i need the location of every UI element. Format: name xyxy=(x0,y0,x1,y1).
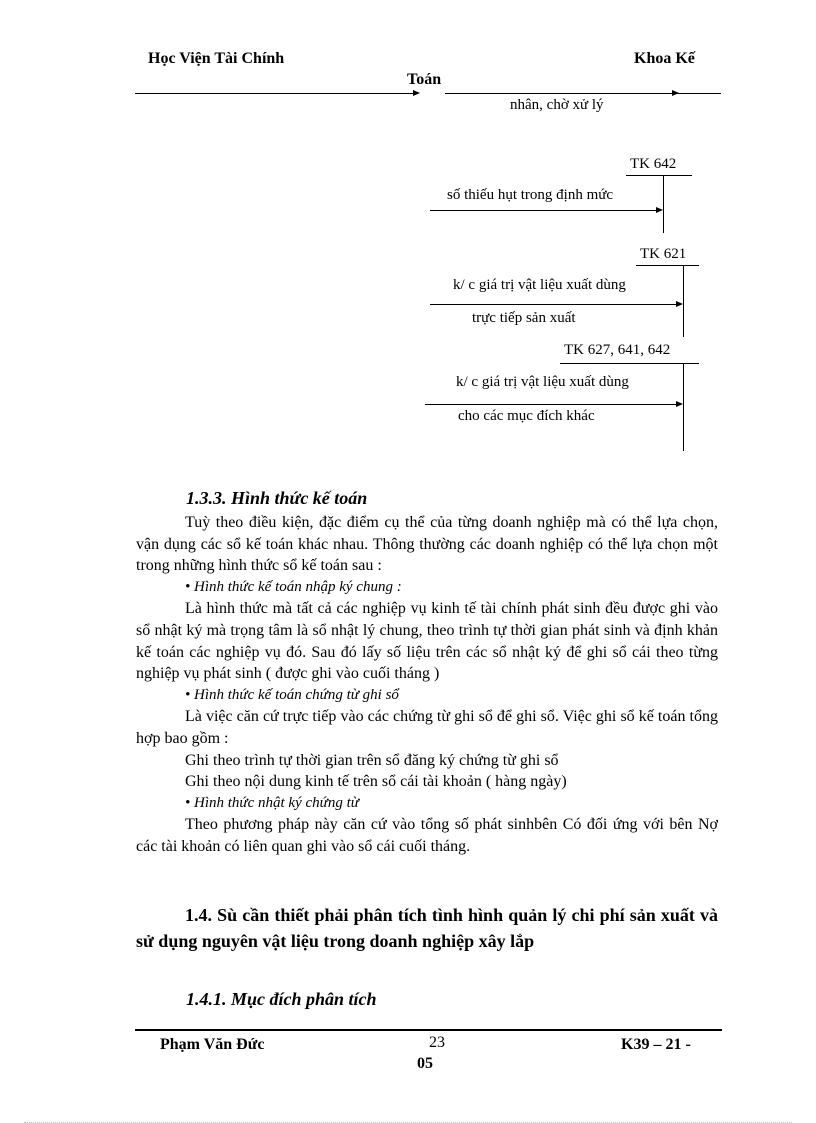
header-rule-right xyxy=(445,93,677,94)
paragraph-voucher-recording: Là việc căn cứ trực tiếp vào các chứng từ ghi sổ để ghi sổ. Việc ghi sổ kế toán tổng hợp bao gồm : xyxy=(136,708,718,747)
paragraph-general-journal: Là hình thức mà tất cả các nghiệp vụ kinh tế tài chính phát sinh đều được ghi vào sổ nhật ký mà trọng tâm là sổ nhật lý chung, theo trình tự thời gian phát sinh và định khản kế toán các nghiệp vụ đó. Sau đó lấy số liệu trên các sổ nhật ký để ghi sổ cái theo từng nghiệp vụ phát sinh ( được ghi vào cuối tháng ) xyxy=(136,600,718,683)
bullet-journal-voucher: • Hình thức nhật ký chứng từ xyxy=(185,794,359,811)
tk627-t-bar xyxy=(560,363,699,364)
tk621-desc-2: trực tiếp sản xuất xyxy=(472,310,576,326)
tk621-desc-1: k/ c giá trị vật liệu xuất dùng xyxy=(453,277,626,293)
tk642-desc: số thiếu hụt trong định mức xyxy=(447,187,614,203)
tk621-arrow xyxy=(430,304,681,305)
tk627-desc-2: cho các mục đích khác xyxy=(458,408,595,424)
section-1-3-3-body xyxy=(136,512,718,858)
footer-author: Phạm Văn Đức xyxy=(160,1036,265,1053)
footer-class-continued: 05 xyxy=(417,1055,433,1072)
paragraph-intro: Tuỳ theo điều kiện, đặc điểm cụ thể của từng doanh nghiệp mà có thể lựa chọn, vận dụng các sổ kế toán khác nhau. Thông thường các doanh nghiệp có thể lựa chọn một trong những hình thức sổ kế toán sau : xyxy=(136,514,718,575)
bullet-general-journal: • Hình thức kế toán nhập ký chung : xyxy=(185,578,402,595)
header-faculty-continued: Toán xyxy=(407,71,442,88)
paragraph-voucher-item-1: Ghi theo trình tự thời gian trên sổ đăng ký chứng từ ghi sổ xyxy=(185,751,559,769)
section-heading-1-4: 1.4. Sù cần thiết phải phân tích tình hình quản lý chi phí sản xuất và sử dụng nguyên vật liệu trong doanh nghiệp xây lắp xyxy=(136,905,718,951)
tk642-t-stem xyxy=(663,175,664,233)
diagram-top-fragment: nhân, chờ xử lý xyxy=(510,97,604,113)
tk621-t-bar xyxy=(636,265,699,266)
footer-rule xyxy=(135,1029,722,1031)
tk627-t-stem xyxy=(683,363,684,451)
tk627-label: TK 627, 641, 642 xyxy=(564,342,671,358)
paragraph-voucher-item-2: Ghi theo nội dung kinh tế trên sổ cái tài khoản ( hàng ngày) xyxy=(185,773,567,791)
paragraph-journal-voucher: Theo phương pháp này căn cứ vào tổng số phát sinhbên Có đối ứng với bên Nợ các tài khoản có liên quan ghi vào sổ cái cuối tháng. xyxy=(136,816,718,855)
header-rule-left xyxy=(135,93,418,94)
header-faculty: Khoa Kế xyxy=(634,50,695,67)
tk627-arrow xyxy=(425,404,681,405)
section-heading-1-4-1: 1.4.1. Mục đích phân tích xyxy=(186,989,377,1009)
tk621-t-stem xyxy=(683,265,684,337)
tk642-label: TK 642 xyxy=(630,156,677,172)
footer-class: K39 – 21 - xyxy=(621,1036,691,1053)
section-heading-1-3-3: 1.3.3. Hình thức kế toán xyxy=(186,488,368,508)
tk642-t-bar xyxy=(626,175,692,176)
header-rule-end xyxy=(677,93,721,94)
tk642-arrow xyxy=(430,210,661,211)
tk621-label: TK 621 xyxy=(640,246,687,262)
footer-page-number: 23 xyxy=(429,1034,445,1051)
tk627-desc-1: k/ c giá trị vật liệu xuất dùng xyxy=(456,374,629,390)
bullet-voucher-recording: • Hình thức kế toán chứng từ ghi sổ xyxy=(185,686,399,703)
header-institution: Học Viện Tài Chính xyxy=(148,50,285,67)
